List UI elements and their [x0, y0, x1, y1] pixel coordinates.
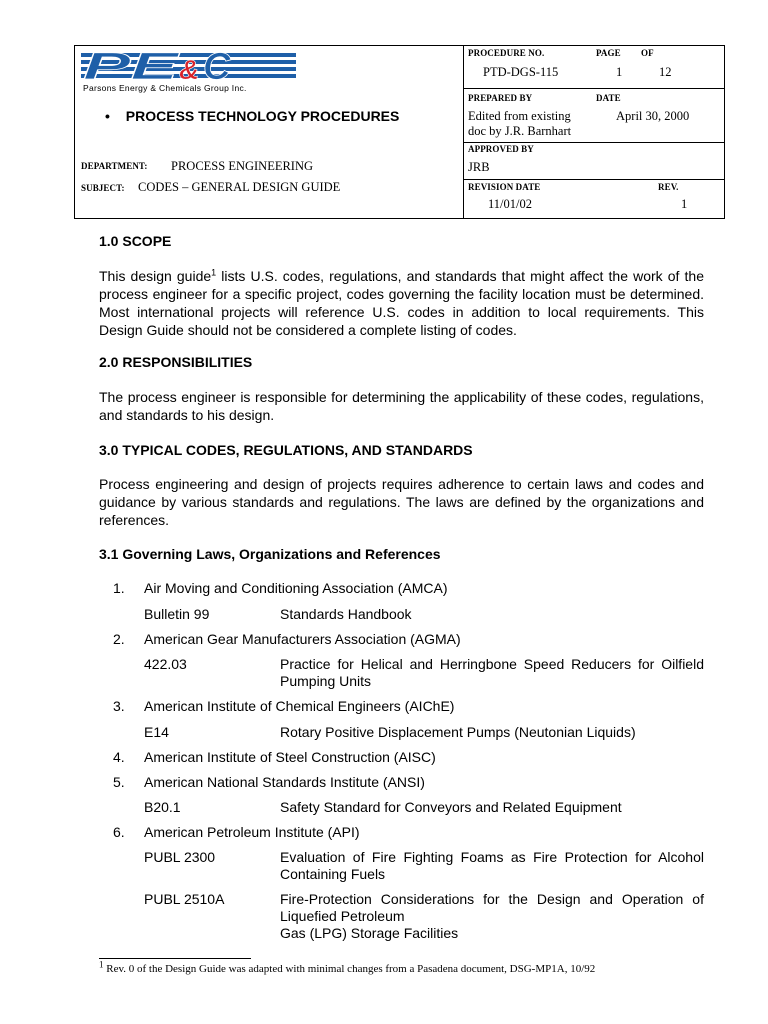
rev-value: 1: [681, 197, 688, 211]
list-item: 3. American Institute of Chemical Engineers (AIChE): [113, 698, 455, 714]
header-divider: [463, 46, 464, 218]
list-item: 6. American Petroleum Institute (API): [113, 824, 360, 840]
footnote-separator: [99, 958, 251, 959]
codes-paragraph: Process engineering and design of projects requires adherence to certain laws and codes and guidance by various standards and regulations. The laws are defined by the organizations and references.: [99, 476, 704, 528]
department-label: DEPARTMENT:: [81, 161, 148, 171]
section-heading-codes: 3.0 TYPICAL CODES, REGULATIONS, AND STANDARDS: [99, 442, 473, 458]
page-label: PAGE: [596, 48, 621, 58]
header-rule: [463, 179, 724, 180]
svg-text:C: C: [203, 50, 231, 86]
footnote: $^1$ Rev. 0 of the Design Guide was adapted with minimal changes from a Pasadena document, DSG-MP1A, 10/92: [99, 959, 596, 975]
section-heading-responsibilities: 2.0 RESPONSIBILITIES: [99, 354, 253, 370]
prepared-by-label: PREPARED BY: [468, 93, 533, 103]
title-bullet: •: [105, 108, 110, 124]
subject-value: CODES – GENERAL DESIGN GUIDE: [138, 180, 341, 194]
of-label: OF: [641, 48, 654, 58]
date-label: DATE: [596, 93, 621, 103]
revision-date-value: 11/01/02: [488, 197, 532, 211]
header-rule: [463, 88, 724, 89]
svg-text:PE: PE: [83, 50, 182, 86]
footnote-ref: 1: [211, 267, 217, 278]
pec-logo-icon: [81, 50, 296, 86]
subject-label: SUBJECT:: [81, 183, 125, 193]
procedure-no-label: PROCEDURE NO.: [468, 48, 545, 58]
list-item: 5. American National Standards Institute (ANSI): [113, 774, 425, 790]
department-value: PROCESS ENGINEERING: [171, 159, 314, 173]
revision-date-label: REVISION DATE: [468, 182, 541, 192]
header-rule: [463, 142, 724, 143]
prepared-by-line2: doc by J.R. Barnhart: [468, 124, 572, 138]
company-name: Parsons Energy & Chemicals Group Inc.: [83, 83, 247, 93]
of-value: 12: [659, 65, 672, 79]
responsibilities-paragraph: The process engineer is responsible for determining the applicability of these codes, regulations, and standards to his design.: [99, 389, 704, 423]
procedure-no-value: PTD-DGS-115: [483, 65, 559, 79]
document-title: • PROCESS TECHNOLOGY PROCEDURES: [105, 108, 400, 124]
page-value: 1: [616, 65, 623, 79]
approved-by-label: APPROVED BY: [468, 144, 534, 154]
date-value: April 30, 2000: [616, 109, 690, 123]
section-heading-scope: 1.0 SCOPE: [99, 233, 172, 249]
rev-label: REV.: [658, 182, 679, 192]
svg-text:&: &: [179, 54, 200, 85]
approved-by-value: JRB: [468, 160, 490, 174]
list-item: 2. American Gear Manufacturers Association (AGMA): [113, 631, 461, 647]
prepared-by-line1: Edited from existing: [468, 109, 571, 123]
list-item: 1. Air Moving and Conditioning Association (AMCA): [113, 580, 448, 596]
scope-paragraph: This design guide$^1$ lists U.S. codes, regulations, and standards that might affect the work of the process engineer for a specific project, codes governing the facility location must be determined. Most international projects will reference U.S. codes in addition to local requirements. This Design Guide should not be considered a complete listing of codes.: [99, 267, 704, 338]
document-header: [74, 45, 725, 219]
subsection-heading: 3.1 Governing Laws, Organizations and References: [99, 546, 441, 562]
list-item: 4. American Institute of Steel Construction (AISC): [113, 749, 436, 765]
